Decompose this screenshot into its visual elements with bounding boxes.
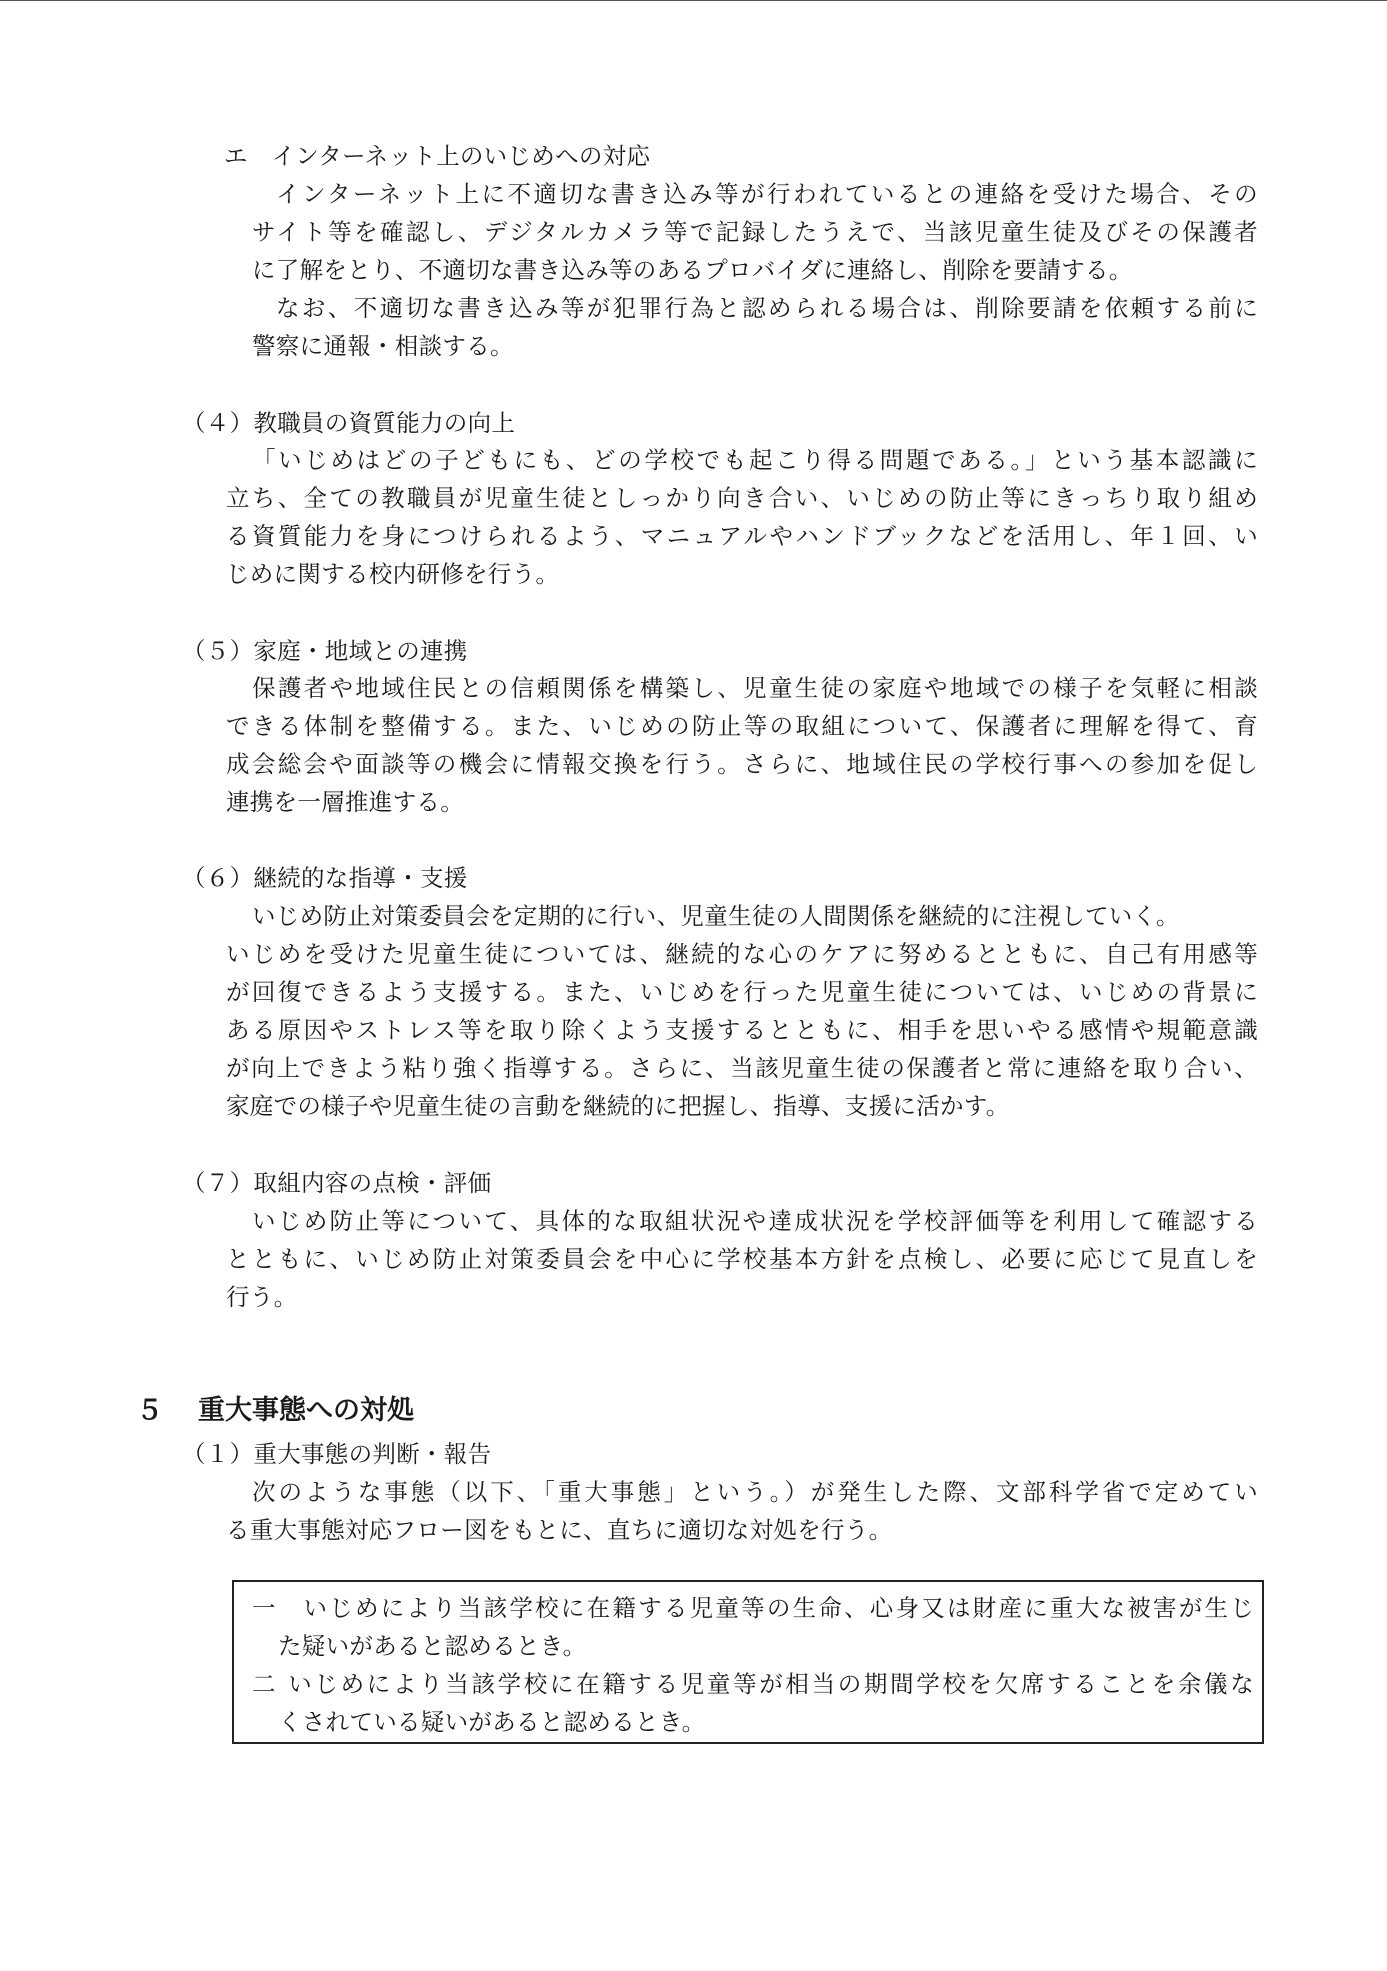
section-heading: （６）継続的な指導・支援 [182,864,468,892]
paragraph-line: できる体制を整備する。また、いじめの防止等の取組について、保護者に理解を得て、育 [226,712,1258,740]
section-heading: エ インターネット上のいじめへの対応 [224,142,651,170]
paragraph-line: 立ち、全ての教職員が児童生徒としっかり向き合い、いじめの防止等にきっちり取り組め [226,484,1258,512]
paragraph-line: なお、不適切な書き込み等が犯罪行為と認められる場合は、削除要請を依頼する前に [276,294,1258,322]
paragraph-line: が向上できよう粘り強く指導する。さらに、当該児童生徒の保護者と常に連絡を取り合い、 [226,1054,1258,1082]
paragraph-line: サイト等を確認し、デジタルカメラ等で記録したうえで、当該児童生徒及びその保護者 [252,218,1258,246]
paragraph-line: ある原因やストレス等を取り除くよう支援するとともに、相手を思いやる感情や規範意識 [226,1016,1258,1044]
paragraph-line: る重大事態対応フロー図をもとに、直ちに適切な対処を行う。 [226,1516,893,1544]
section-heading: （４）教職員の資質能力の向上 [182,409,516,437]
chapter-heading [136,1394,414,1428]
paragraph-line: じめに関する校内研修を行う。 [226,560,560,588]
paragraph-line: 行う。 [226,1283,298,1311]
paragraph-line: インターネット上に不適切な書き込み等が行われているとの連絡を受けた場合、その [276,180,1258,208]
paragraph-line: いじめ防止等について、具体的な取組状況や達成状況を学校評価等を利用して確認する [252,1207,1258,1235]
paragraph-line: る資質能力を身につけられるよう、マニュアルやハンドブックなどを活用し、年１回、い [226,522,1258,550]
paragraph-line: 次のような事態（以下、「重大事態」という。）が発生した際、文部科学省で定めてい [252,1478,1258,1506]
criteria-line: 二 いじめにより当該学校に在籍する児童等が相当の期間学校を欠席することを余儀な [252,1670,1254,1698]
paragraph-line: 警察に通報・相談する。 [252,332,514,360]
criteria-line: た疑いがあると認めるとき。 [278,1632,587,1660]
criteria-line: くされている疑いがあると認めるとき。 [278,1708,706,1736]
paragraph-line: とともに、いじめ防止対策委員会を中心に学校基本方針を点検し、必要に応じて見直しを [226,1245,1258,1273]
section-heading: （５）家庭・地域との連携 [182,637,468,665]
paragraph-line: が回復できるよう支援する。また、いじめを行った児童生徒については、いじめの背景に [226,978,1258,1006]
paragraph-line: 成会総会や面談等の機会に情報交換を行う。さらに、地域住民の学校行事への参加を促し [226,750,1258,778]
paragraph-line: 家庭での様子や児童生徒の言動を継続的に把握し、指導、支援に活かす。 [226,1092,1010,1120]
section-heading: （１）重大事態の判断・報告 [182,1440,492,1468]
paragraph-line: 「いじめはどの子どもにも、どの学校でも起こり得る問題である。」という基本認識に [252,446,1258,474]
paragraph-line: いじめを受けた児童生徒については、継続的な心のケアに努めるとともに、自己有用感等 [226,940,1258,968]
chapter-title: 重大事態への対処 [198,1395,414,1426]
paragraph-line: 連携を一層推進する。 [226,788,464,816]
paragraph-line: 保護者や地域住民との信頼関係を構築し、児童生徒の家庭や地域での様子を気軽に相談 [252,674,1258,702]
criteria-line: 一 いじめにより当該学校に在籍する児童等の生命、心身又は財産に重大な被害が生じ [252,1594,1254,1622]
chapter-number: ５ [136,1395,163,1426]
section-heading: （７）取組内容の点検・評価 [182,1169,492,1197]
paragraph-line: いじめ防止対策委員会を定期的に行い、児童生徒の人間関係を継続的に注視していく。 [252,902,1180,930]
paragraph-line: に了解をとり、不適切な書き込み等のあるプロバイダに連絡し、削除を要請する。 [252,256,1133,284]
